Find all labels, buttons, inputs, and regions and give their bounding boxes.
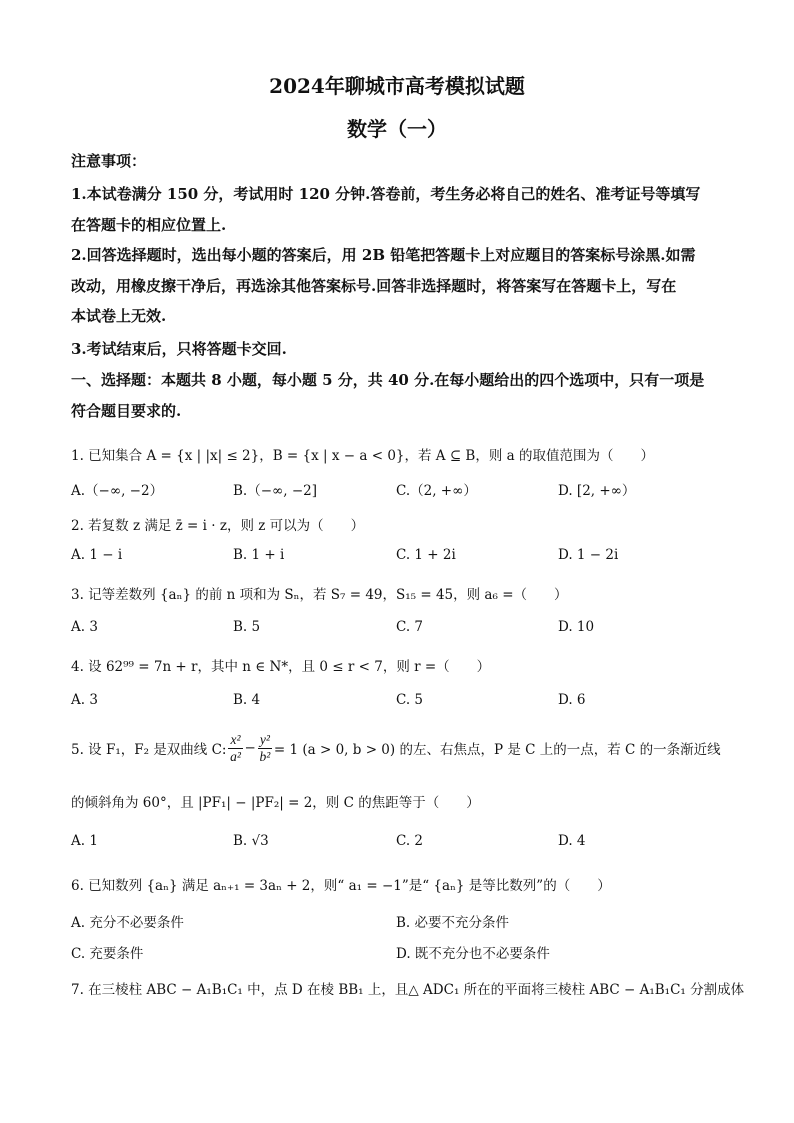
question-3-option-a: A. 3 — [71, 619, 98, 635]
question-4-option-d: D. 6 — [558, 692, 586, 708]
question-6-option-c: C. 充要条件 — [71, 946, 144, 962]
question-5-stem — [71, 728, 721, 768]
question-3-option-d: D. 10 — [558, 619, 595, 635]
question-2-option-c: C. 1 + 2i — [396, 547, 456, 563]
notice-line-6: 3.考试结束后，只将答题卡交回. — [71, 340, 287, 358]
notice-heading: 注意事项： — [71, 152, 147, 170]
question-6-option-a: A. 充分不必要条件 — [71, 915, 184, 931]
question-5-stem-post: = 1 (a > 0, b > 0) 的左、右焦点，P 是 C 上的一点，若 C 的一条渐近线 — [273, 742, 721, 758]
question-2-option-d: D. 1 − 2i — [558, 547, 619, 563]
notice-line-1: 1.本试卷满分 150 分，考试用时 120 分钟.答卷前，考生务必将自己的姓名、准考证号等填写 — [71, 185, 701, 203]
question-5-option-c: C. 2 — [396, 833, 424, 849]
notice-line-2: 在答题卡的相应位置上. — [71, 216, 227, 234]
question-1-option-d: D. [2, +∞） — [558, 483, 636, 499]
exam-subtitle: 数学（一） — [347, 117, 447, 141]
question-1-option-c: C.（2, +∞） — [396, 483, 477, 499]
notice-line-4: 改动，用橡皮擦干净后，再选涂其他答案标号.回答非选择题时，将答案写在答题卡上，写在 — [71, 277, 677, 295]
question-1-stem: 1. 已知集合 A = {x | |x| ≤ 2}，B = {x | x − a < 0}，若 A ⊆ B，则 a 的取值范围为（ ） — [71, 448, 654, 464]
question-5-stem-line-2: 的倾斜角为 60°，且 |PF₁| − |PF₂| = 2，则 C 的焦距等于（ ） — [71, 795, 480, 811]
section-heading-line-1: 一、选择题：本题共 8 小题，每小题 5 分，共 40 分.在每小题给出的四个选项中，只有一项是 — [71, 371, 705, 389]
section-heading-line-2: 符合题目要求的. — [71, 402, 182, 420]
question-1-option-a: A.（−∞, −2） — [71, 483, 164, 499]
question-7-stem: 7. 在三棱柱 ABC − A₁B₁C₁ 中，点 D 在棱 BB₁ 上，且△ ADC₁ 所在的平面将三棱柱 ABC − A₁B₁C₁ 分割成体 — [71, 982, 745, 998]
question-4-stem: 4. 设 62⁹⁹ = 7n + r，其中 n ∈ N*，且 0 ≤ r < 7，则 r =（ ） — [71, 659, 491, 675]
exam-title: 2024年聊城市高考模拟试题 — [269, 74, 525, 98]
fraction-y-squared-over-b-squared — [258, 732, 272, 765]
question-6-option-d: D. 既不充分也不必要条件 — [396, 946, 550, 962]
question-2-option-a: A. 1 − i — [71, 547, 123, 563]
question-5-option-d: D. 4 — [558, 833, 586, 849]
fraction-x-squared-over-a-squared — [228, 732, 242, 765]
question-1-option-b: B.（−∞, −2] — [233, 483, 318, 499]
question-3-option-b: B. 5 — [233, 619, 261, 635]
question-5-option-a: A. 1 — [71, 833, 98, 849]
question-4-option-c: C. 5 — [396, 692, 424, 708]
question-4-option-b: B. 4 — [233, 692, 261, 708]
notice-line-5: 本试卷上无效. — [71, 307, 167, 325]
fraction-numerator: x² — [230, 731, 241, 747]
question-5-stem-pre: 5. 设 F₁，F₂ 是双曲线 C: — [71, 742, 227, 758]
question-6-stem: 6. 已知数列 {aₙ} 满足 aₙ₊₁ = 3aₙ + 2，则“ a₁ = −1”是“ {aₙ} 是等比数列”的（ ） — [71, 878, 611, 894]
question-5-option-b: B. √3 — [233, 833, 269, 849]
fraction-denominator: b² — [259, 748, 271, 764]
minus-sign: − — [244, 740, 256, 756]
question-4-option-a: A. 3 — [71, 692, 98, 708]
notice-line-3: 2.回答选择题时，选出每小题的答案后，用 2B 铅笔把答题卡上对应题目的答案标号涂黑.如需 — [71, 246, 696, 264]
fraction-denominator: a² — [230, 748, 241, 764]
question-3-option-c: C. 7 — [396, 619, 424, 635]
fraction-numerator: y² — [259, 731, 270, 747]
question-2-option-b: B. 1 + i — [233, 547, 285, 563]
question-3-stem: 3. 记等差数列 {aₙ} 的前 n 项和为 Sₙ，若 S₇ = 49，S₁₅ = 45，则 a₆ =（ ） — [71, 587, 568, 603]
question-2-stem: 2. 若复数 z 满足 z̄ = i · z，则 z 可以为（ ） — [71, 518, 365, 534]
question-6-option-b: B. 必要不充分条件 — [396, 915, 510, 931]
